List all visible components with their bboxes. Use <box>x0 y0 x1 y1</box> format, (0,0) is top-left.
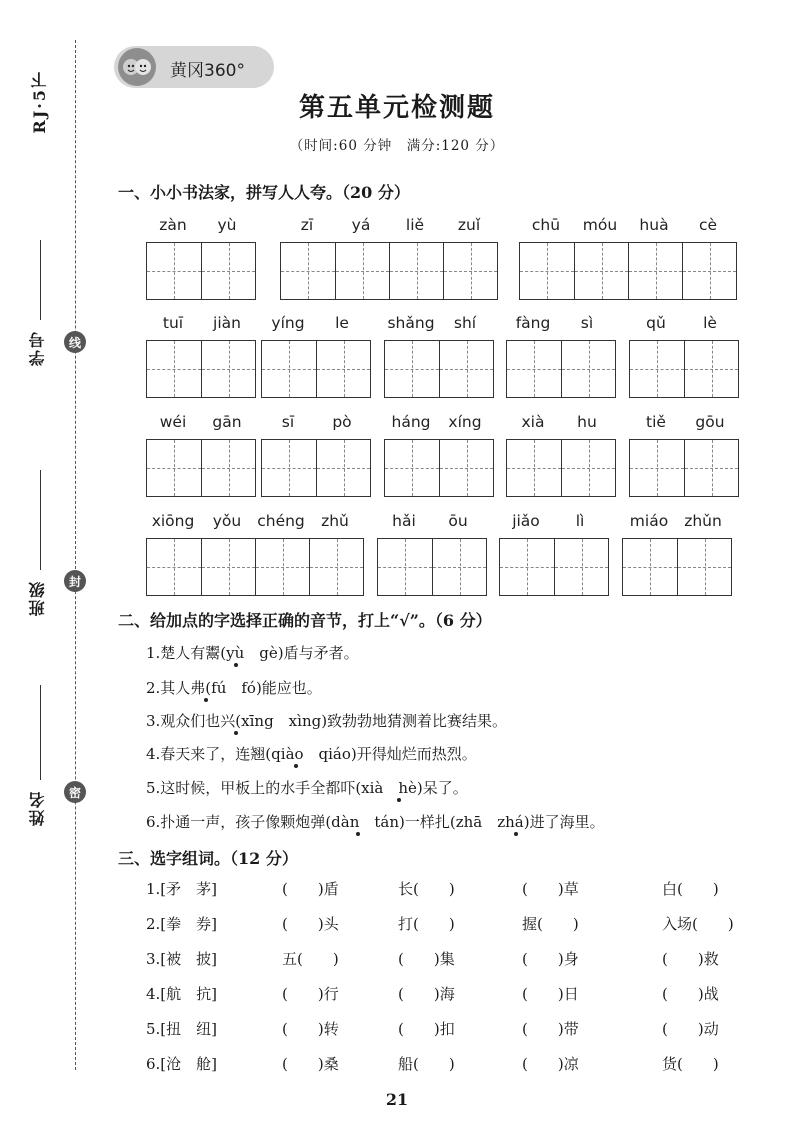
writing-cell[interactable] <box>316 440 370 496</box>
pinyin-label: liě <box>405 216 425 234</box>
writing-cell[interactable] <box>443 243 497 299</box>
word-blank[interactable]: ( )战 <box>662 985 719 1003</box>
word-blank[interactable]: ( )集 <box>398 950 455 968</box>
writing-cell[interactable] <box>507 440 561 496</box>
seal-line-marker: 线 <box>64 331 86 353</box>
pinyin-label: gōu <box>695 413 725 431</box>
writing-cell[interactable] <box>201 539 255 595</box>
pinyin-label: zī <box>300 216 314 234</box>
section-1-heading: 一、小小书法家，拼写人人夸。（20 分） <box>118 183 410 202</box>
word-blank[interactable]: ( )海 <box>398 985 455 1003</box>
question-item: 4.春天来了，连翘(qiào qiáo)开得灿烂而热烈。 <box>146 745 477 763</box>
word-blank[interactable]: 五( ) <box>282 950 339 968</box>
question-item: 2.其人弗(fú fó)能应也。 <box>146 679 322 697</box>
pinyin-label: hǎi <box>392 512 416 530</box>
class-label: 班级 <box>28 580 47 616</box>
name-write-line <box>40 685 41 780</box>
tianzi-grid-group <box>146 242 256 300</box>
writing-cell[interactable] <box>335 243 389 299</box>
choice-characters: 1.[矛 茅] <box>146 880 218 898</box>
choice-characters: 6.[沧 舱] <box>146 1055 218 1073</box>
pinyin-label: chū <box>531 216 561 234</box>
seal-seal-marker: 封 <box>64 570 86 592</box>
pinyin-label: yíng <box>271 314 305 332</box>
pinyin-label: cè <box>698 216 718 234</box>
word-blank[interactable]: ( )带 <box>522 1020 579 1038</box>
choice-characters: 5.[扭 纽] <box>146 1020 218 1038</box>
binding-dashed-line <box>75 40 76 1070</box>
writing-cell[interactable] <box>554 539 608 595</box>
writing-cell[interactable] <box>147 539 201 595</box>
pinyin-label: jiàn <box>213 314 241 332</box>
section-3-heading: 三、选字组词。（12 分） <box>118 849 298 868</box>
tianzi-grid-group <box>499 538 609 596</box>
series-code: RJ·5下 <box>30 70 49 134</box>
word-blank[interactable]: ( )草 <box>522 880 579 898</box>
name-label: 姓名 <box>28 790 47 826</box>
word-blank[interactable]: 白( ) <box>662 880 719 898</box>
writing-cell[interactable] <box>385 440 439 496</box>
writing-cell[interactable] <box>201 440 255 496</box>
student-id-label: 学号 <box>28 330 47 366</box>
pinyin-label: tiě <box>646 413 666 431</box>
question-item: 5.这时候，甲板上的水手全都吓(xià hè)呆了。 <box>146 779 468 797</box>
pinyin-label: wéi <box>159 413 187 431</box>
word-blank[interactable]: ( )身 <box>522 950 579 968</box>
word-blank[interactable]: 打( ) <box>398 915 455 933</box>
writing-cell[interactable] <box>262 341 316 397</box>
tianzi-grid-group <box>384 439 494 497</box>
word-blank[interactable]: ( )救 <box>662 950 719 968</box>
tianzi-grid-group <box>519 242 737 300</box>
writing-cell[interactable] <box>201 341 255 397</box>
cartoon-kids-icon <box>118 48 156 86</box>
tianzi-grid-group <box>146 340 256 398</box>
pinyin-label: huà <box>639 216 669 234</box>
pinyin-label: hu <box>577 413 597 431</box>
writing-cell[interactable] <box>574 243 628 299</box>
pinyin-label: tuī <box>162 314 184 332</box>
word-blank[interactable]: 船( ) <box>398 1055 455 1073</box>
tianzi-grid-group <box>280 242 498 300</box>
word-blank[interactable]: 握( ) <box>522 915 579 933</box>
tianzi-grid-group <box>629 340 739 398</box>
pinyin-label: háng <box>391 413 431 431</box>
tianzi-grid-group <box>622 538 732 596</box>
writing-cell[interactable] <box>507 341 561 397</box>
writing-cell[interactable] <box>147 440 201 496</box>
page-number: 21 <box>385 1090 409 1109</box>
word-blank[interactable]: ( )日 <box>522 985 579 1003</box>
emphasis-dot <box>356 832 360 836</box>
pinyin-label: gān <box>212 413 242 431</box>
writing-cell[interactable] <box>684 440 738 496</box>
tianzi-grid-group <box>629 439 739 497</box>
tianzi-grid-group <box>261 439 371 497</box>
pinyin-label: le <box>335 314 349 332</box>
choice-characters: 3.[被 披] <box>146 950 218 968</box>
writing-cell[interactable] <box>630 440 684 496</box>
writing-cell[interactable] <box>628 243 682 299</box>
writing-cell[interactable] <box>623 539 677 595</box>
section-2-heading: 二、给加点的字选择正确的音节，打上“√”。（6 分） <box>118 611 492 630</box>
writing-cell[interactable] <box>389 243 443 299</box>
student-id-write-line <box>40 240 41 320</box>
exam-info: （时间:60 分钟 满分:120 分） <box>289 138 505 154</box>
pinyin-label: pò <box>332 413 352 431</box>
tianzi-grid-group <box>506 439 616 497</box>
word-blank[interactable]: ( )头 <box>282 915 339 933</box>
writing-cell[interactable] <box>147 243 201 299</box>
writing-cell[interactable] <box>255 539 309 595</box>
emphasis-dot <box>294 764 298 768</box>
pinyin-label: xià <box>521 413 545 431</box>
word-blank[interactable]: ( )扣 <box>398 1020 455 1038</box>
emphasis-dot <box>514 832 518 836</box>
tianzi-grid-group <box>146 538 364 596</box>
word-blank[interactable]: 货( ) <box>662 1055 719 1073</box>
page-title: 第五单元检测题 <box>298 93 495 123</box>
pinyin-label: zhǔn <box>684 512 722 530</box>
writing-cell[interactable] <box>520 243 574 299</box>
word-blank[interactable]: ( )桑 <box>282 1055 339 1073</box>
writing-cell[interactable] <box>147 341 201 397</box>
writing-cell[interactable] <box>385 341 439 397</box>
pinyin-label: sī <box>281 413 295 431</box>
pinyin-label: yù <box>217 216 237 234</box>
writing-cell[interactable] <box>561 440 615 496</box>
writing-cell[interactable] <box>630 341 684 397</box>
word-blank[interactable]: ( )盾 <box>282 880 339 898</box>
writing-cell[interactable] <box>500 539 554 595</box>
pinyin-label: shǎng <box>387 314 435 332</box>
writing-cell[interactable] <box>309 539 363 595</box>
pinyin-label: qǔ <box>646 314 666 332</box>
pinyin-label: lè <box>703 314 717 332</box>
choice-characters: 4.[航 抗] <box>146 985 218 1003</box>
pinyin-label: zuǐ <box>457 216 481 234</box>
word-blank[interactable]: ( )行 <box>282 985 339 1003</box>
pinyin-label: xíng <box>448 413 482 431</box>
writing-cell[interactable] <box>432 539 486 595</box>
pinyin-label: miáo <box>629 512 669 530</box>
writing-cell[interactable] <box>201 243 255 299</box>
writing-cell[interactable] <box>677 539 731 595</box>
class-write-line <box>40 470 41 570</box>
tianzi-grid-group <box>261 340 371 398</box>
tianzi-grid-group <box>506 340 616 398</box>
pinyin-label: yǒu <box>212 512 242 530</box>
pinyin-label: zhǔ <box>321 512 349 530</box>
pinyin-label: yá <box>351 216 371 234</box>
question-item: 1.楚人有鬻(yù gè)盾与矛者。 <box>146 644 359 662</box>
brand-name: 黄冈360° <box>170 61 245 81</box>
word-blank[interactable]: 长( ) <box>398 880 455 898</box>
emphasis-dot <box>204 698 208 702</box>
pinyin-label: fàng <box>515 314 551 332</box>
word-blank[interactable]: ( )转 <box>282 1020 339 1038</box>
tianzi-grid-group <box>146 439 256 497</box>
pinyin-label: lì <box>575 512 585 530</box>
writing-cell[interactable] <box>316 341 370 397</box>
writing-cell[interactable] <box>561 341 615 397</box>
question-item: 3.观众们也兴(xīng xìng)致勃勃地猜测着比赛结果。 <box>146 712 508 730</box>
pinyin-label: ōu <box>448 512 468 530</box>
pinyin-label: shí <box>453 314 477 332</box>
pinyin-label: jiǎo <box>512 512 540 530</box>
word-blank[interactable]: ( )动 <box>662 1020 719 1038</box>
pinyin-label: chéng <box>257 512 305 530</box>
writing-cell[interactable] <box>281 243 335 299</box>
tianzi-grid-group <box>384 340 494 398</box>
tianzi-grid-group <box>377 538 487 596</box>
pinyin-label: móu <box>582 216 618 234</box>
choice-characters: 2.[拳 券] <box>146 915 218 933</box>
writing-cell[interactable] <box>439 341 493 397</box>
seal-secret-marker: 密 <box>64 781 86 803</box>
emphasis-dot <box>397 798 401 802</box>
pinyin-label: zàn <box>159 216 187 234</box>
word-blank[interactable]: 入场( ) <box>662 915 734 933</box>
pinyin-label: sì <box>580 314 594 332</box>
writing-cell[interactable] <box>684 341 738 397</box>
emphasis-dot <box>234 663 238 667</box>
writing-cell[interactable] <box>439 440 493 496</box>
emphasis-dot <box>234 731 238 735</box>
pinyin-label: xiōng <box>151 512 195 530</box>
writing-cell[interactable] <box>682 243 736 299</box>
writing-cell[interactable] <box>262 440 316 496</box>
question-item: 6.扑通一声，孩子像颗炮弹(dàn tán)一样扎(zhā zhá)进了海里。 <box>146 813 605 831</box>
word-blank[interactable]: ( )凉 <box>522 1055 579 1073</box>
writing-cell[interactable] <box>378 539 432 595</box>
